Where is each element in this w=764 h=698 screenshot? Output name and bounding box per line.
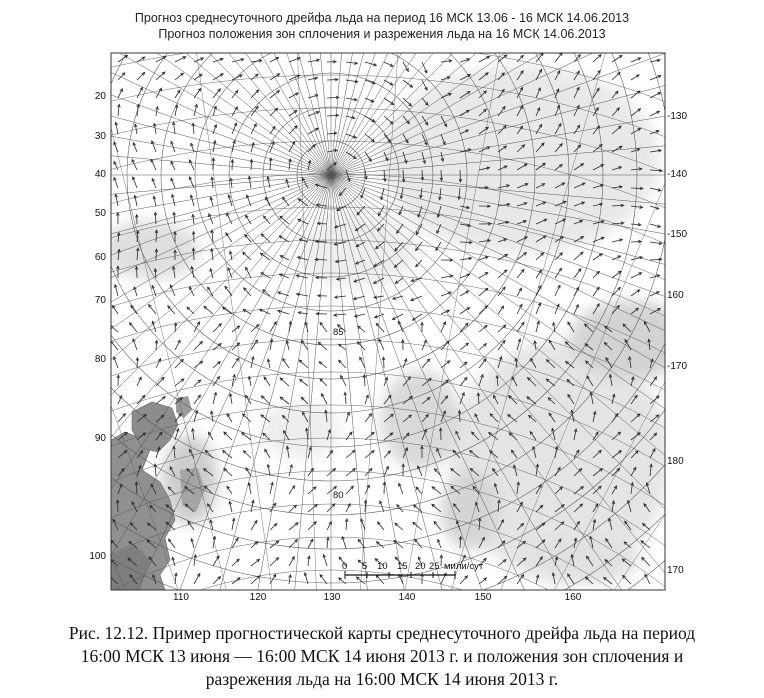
bottom-axis-label: 140 [398, 592, 416, 603]
bottom-axis-label: 160 [564, 592, 582, 603]
map-title: Прогноз среднесуточного дрейфа льда на период 16 МСК 13.06 - 16 МСК 14.06.2013 [134, 11, 630, 25]
left-axis-label: 100 [89, 551, 106, 562]
left-axis-label: 40 [94, 169, 106, 180]
right-axis-label: -170 [667, 361, 688, 372]
caption-line: разрежения льда на 16:00 МСК 14 июня 2013 г. [205, 669, 559, 689]
left-axis-label: 30 [94, 131, 106, 142]
latitude-label-80: 80 [333, 490, 344, 501]
bottom-axis-label: 120 [249, 592, 267, 603]
left-axis-label: 90 [94, 433, 106, 444]
caption-line: 16:00 МСК 13 июня — 16:00 МСК 14 июня 2013 г. и положения зон сплочения и [80, 646, 684, 666]
latitude-label-85: 85 [333, 327, 344, 338]
scale-tick: 10 [377, 561, 388, 572]
left-axis-label: 20 [94, 91, 106, 102]
bottom-axis-label: 150 [474, 592, 492, 603]
right-axis-label: -150 [667, 229, 688, 240]
figure-caption [0, 622, 764, 691]
right-axis-label: 160 [667, 290, 684, 301]
left-axis-label: 60 [94, 252, 106, 263]
scale-tick: 0 [342, 561, 348, 572]
right-axis-label: -130 [667, 111, 688, 122]
scale-tick: 20 [415, 561, 426, 572]
scale-tick: 15 [397, 561, 408, 572]
scale-tick: 25 [429, 561, 440, 572]
caption-line: Рис. 12.12. Пример прогностической карты среднесуточного дрейфа льда на период [68, 623, 696, 643]
right-axis-label: -140 [667, 169, 688, 180]
scale-tick: 5 [362, 561, 368, 572]
left-axis-label: 70 [94, 295, 106, 306]
scale-unit: мили/сут [444, 561, 484, 572]
right-axis-label: 170 [667, 565, 684, 576]
left-axis-label: 50 [94, 208, 106, 219]
map-subtitle: Прогноз положения зон сплочения и разрежения льда на 16 МСК 14.06.2013 [158, 27, 606, 41]
bottom-axis-label: 110 [173, 592, 189, 603]
right-axis-label: 180 [667, 456, 684, 467]
bottom-axis-label: 130 [323, 592, 341, 603]
left-axis-label: 80 [94, 354, 106, 365]
